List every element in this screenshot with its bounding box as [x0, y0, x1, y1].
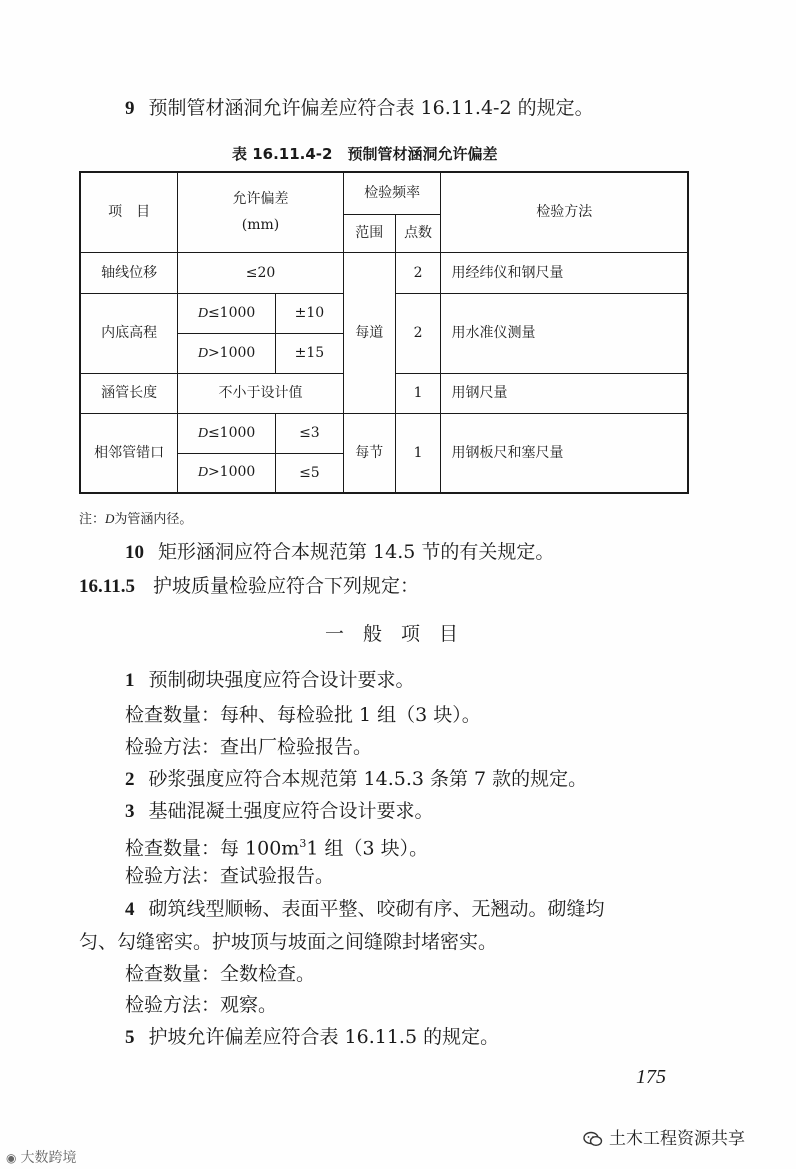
tolerance-table	[79, 171, 689, 494]
section-heading: 一 般 项 目	[325, 623, 459, 645]
header-deviation	[178, 172, 344, 252]
row-length-item: 涵管长度	[80, 373, 178, 413]
header-scope: 范围	[343, 214, 395, 252]
paragraph-text: 矩形涵洞应符合本规范第 14.5 节的有关规定。	[158, 541, 555, 563]
cond-text: >1000	[207, 344, 256, 361]
item-1-quantity: 检查数量：每种、每检验批 1 组（3 块）。	[125, 704, 481, 726]
header-item: 项 目	[80, 172, 178, 252]
header-method: 检验方法	[441, 172, 688, 252]
row-joint-points: 1	[395, 413, 441, 493]
row-joint-scope: 每节	[343, 413, 395, 493]
note-prefix: 注：	[79, 512, 106, 527]
item-text: 护坡允许偏差应符合表 16.11.5 的规定。	[148, 1026, 500, 1048]
logo-icon: ◉	[6, 1151, 17, 1165]
page-number: 175	[636, 1066, 666, 1088]
cond-text: >1000	[207, 464, 256, 481]
watermark-right-text: 土木工程资源共享	[609, 1129, 745, 1149]
header-deviation-label: 允许偏差	[232, 191, 289, 208]
row-length-method: 用钢尺量	[441, 373, 688, 413]
row-joint-cond2	[178, 453, 276, 493]
row-invert-item: 内底高程	[80, 293, 178, 373]
item-text: 砌筑线型顺畅、表面平整、咬砌有序、无翘动。砌缝均	[148, 898, 605, 920]
wechat-icon	[583, 1131, 603, 1147]
scope-per-run: 每道	[343, 252, 395, 413]
item-number: 3	[125, 801, 135, 822]
row-invert-method: 用水准仪测量	[441, 293, 688, 373]
item-3	[125, 799, 434, 824]
cond-text: ≤1000	[207, 424, 256, 441]
item-1	[125, 668, 415, 693]
superscript: 3	[299, 837, 307, 850]
item-number: 4	[125, 899, 135, 920]
header-unit: (mm)	[241, 217, 280, 234]
quantity-text: 检查数量：每 100m	[125, 837, 300, 860]
item-4-method: 检验方法：观察。	[125, 994, 278, 1016]
row-joint-val2: ≤5	[275, 453, 343, 493]
item-4-continued: 匀、勾缝密实。护坡顶与坡面之间缝隙封堵密实。	[79, 931, 498, 953]
paragraph-9	[125, 96, 594, 121]
row-invert-cond2	[178, 333, 276, 373]
watermark-left	[6, 1147, 76, 1167]
header-frequency: 检验频率	[343, 172, 441, 214]
item-3-method: 检验方法：查试验报告。	[125, 865, 335, 887]
watermark-right	[583, 1124, 745, 1149]
row-invert-points: 2	[395, 293, 441, 373]
clause-number: 16.11.5	[79, 576, 135, 597]
item-text: 预制砌块强度应符合设计要求。	[148, 669, 415, 691]
table-note	[79, 508, 192, 527]
watermark-left-text: 大数跨境	[20, 1150, 77, 1166]
row-joint-item: 相邻管错口	[80, 413, 178, 493]
item-5	[125, 1025, 499, 1050]
note-symbol: D	[105, 511, 115, 526]
row-axis-item: 轴线位移	[80, 252, 178, 293]
symbol-d: D	[197, 305, 208, 321]
item-4-quantity: 检查数量：全数检查。	[125, 963, 316, 985]
item-number: 1	[125, 670, 135, 691]
item-number: 10	[125, 542, 144, 563]
item-4	[125, 897, 605, 922]
quantity-text-end: 1 组（3 块）。	[306, 837, 429, 860]
row-axis-value: ≤20	[178, 252, 344, 293]
item-number: 5	[125, 1027, 135, 1048]
row-joint-val1: ≤3	[275, 413, 343, 453]
symbol-d: D	[197, 345, 208, 361]
row-invert-val2: ±15	[275, 333, 343, 373]
item-number: 9	[125, 98, 135, 119]
row-axis-method: 用经纬仪和钢尺量	[441, 252, 688, 293]
header-points: 点数	[395, 214, 441, 252]
row-length-points: 1	[395, 373, 441, 413]
row-axis-points: 2	[395, 252, 441, 293]
item-2	[125, 767, 587, 792]
item-3-quantity	[125, 832, 428, 860]
row-joint-cond1	[178, 413, 276, 453]
paragraph-text: 预制管材涵洞允许偏差应符合表 16.11.4-2 的规定。	[148, 97, 594, 119]
row-length-value: 不小于设计值	[178, 373, 344, 413]
item-number: 2	[125, 769, 135, 790]
symbol-d: D	[197, 465, 208, 481]
clause-text: 护坡质量检验应符合下列规定：	[152, 575, 419, 597]
row-joint-method: 用钢板尺和塞尺量	[441, 413, 688, 493]
clause-16-11-5	[79, 574, 419, 599]
item-text: 基础混凝土强度应符合设计要求。	[148, 800, 434, 822]
item-1-method: 检验方法：查出厂检验报告。	[125, 736, 373, 758]
item-text: 砂浆强度应符合本规范第 14.5.3 条第 7 款的规定。	[148, 768, 588, 790]
cond-text: ≤1000	[207, 304, 256, 321]
symbol-d: D	[197, 425, 208, 441]
paragraph-10	[125, 540, 554, 565]
row-invert-cond1	[178, 293, 276, 333]
note-text: 为管涵内径。	[114, 512, 193, 527]
row-invert-val1: ±10	[275, 293, 343, 333]
table-title: 表 16.11.4-2 预制管材涵洞允许偏差	[232, 145, 498, 163]
